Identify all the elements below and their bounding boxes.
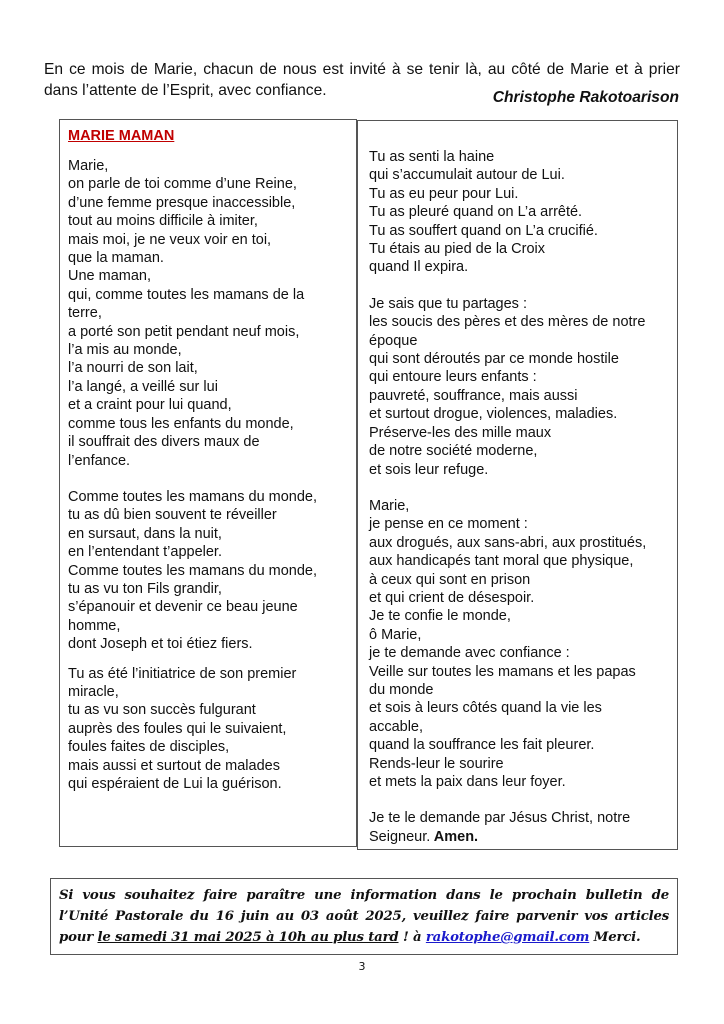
poem-line: aux handicapés tant moral que physique, — [369, 553, 634, 570]
poem-line: Comme toutes les mamans du monde, — [68, 488, 318, 505]
poem-line: qui, comme toutes les mamans de la — [68, 286, 305, 303]
poem-line: du monde — [369, 681, 434, 698]
poem-line: Marie, — [68, 158, 109, 174]
poem-line: terre, — [68, 305, 102, 322]
poem-line: Tu as pleuré quand on L’a arrêté. — [369, 204, 583, 221]
poem-line: que la maman. — [68, 250, 164, 267]
poem-line: auprès des foules qui le suivaient, — [68, 720, 287, 737]
poem-line: Rends-leur le sourire — [369, 755, 504, 772]
poem-right-column — [357, 120, 678, 850]
poem-line: Je te le demande par Jésus Christ, notre — [369, 810, 631, 827]
intro-paragraph: En ce mois de Marie, chacun de nous est invité à se tenir là, au côté de Marie et à prier dans l’attente de l’Esprit, avec confiance. — [44, 60, 680, 99]
poem-line: d’une femme presque inaccessible, — [68, 194, 296, 211]
poem-line: à ceux qui sont en prison — [369, 571, 531, 588]
poem-line: tout au moins difficile à imiter, — [68, 213, 258, 230]
poem-line: miracle, — [68, 683, 119, 700]
poem-line: époque — [369, 332, 418, 349]
poem-line: et sois à leurs côtés quand la vie les — [369, 700, 602, 717]
poem-line: qui entoure leurs enfants : — [369, 369, 537, 386]
poem-line: Veille sur toutes les mamans et les papas — [369, 663, 636, 680]
submission-notice — [50, 878, 678, 955]
stanza — [68, 488, 356, 654]
poem-line: ô Marie, — [369, 626, 422, 643]
poem-line: et surtout drogue, violences, maladies. — [369, 406, 618, 423]
notice-deadline: le samedi 31 mai 2025 à 10h au plus tard — [97, 930, 399, 945]
poem-line: je te demande avec confiance : — [369, 645, 570, 662]
poem-line: homme, — [68, 617, 121, 634]
poem-line: Je te confie le monde, — [369, 608, 511, 625]
stanza — [369, 295, 677, 479]
poem-line: on parle de toi comme d’une Reine, — [68, 176, 297, 193]
poem-line: pauvreté, souffrance, mais aussi — [369, 387, 578, 404]
notice-text: Merci. — [589, 930, 641, 945]
notice-text: ! à — [398, 930, 426, 945]
poem-line: en sursaut, dans la nuit, — [68, 525, 222, 542]
poem-line: Une maman, — [68, 268, 152, 285]
poem-line: Tu as été l’initiatrice de son premier — [68, 665, 297, 682]
poem-line: Tu as eu peur pour Lui. — [369, 185, 519, 202]
poem-line: et sois leur refuge. — [369, 461, 489, 478]
poem-line: quand Il expira. — [369, 259, 469, 276]
poem-line: mais moi, je ne veux voir en toi, — [68, 231, 272, 248]
poem-line: en l’entendant t’appeler. — [68, 544, 222, 561]
author-signature: Christophe Rakotoarison — [492, 89, 679, 106]
poem-line: et mets la paix dans leur foyer. — [369, 774, 566, 790]
poem-line: et a craint pour lui quand, — [68, 397, 232, 414]
poem-line: et qui crient de désespoir. — [369, 589, 535, 606]
poem-line: Tu as souffert quand on L’a crucifié. — [369, 222, 598, 239]
stanza — [68, 157, 356, 470]
poem-line: Comme toutes les mamans du monde, — [68, 562, 318, 579]
poem-line: l’enfance. — [68, 452, 131, 469]
poem-line: dont Joseph et toi étiez fiers. — [68, 636, 253, 653]
poem-line: Seigneur. Amen. — [369, 828, 479, 845]
stanza — [68, 665, 356, 794]
email-link[interactable]: rakotophe@gmail.com — [425, 930, 590, 945]
poem-line: quand la souffrance les fait pleurer. — [369, 737, 595, 754]
poem-line: qui espéraient de Lui la guérison. — [68, 776, 282, 792]
poem-line: il souffrait des divers maux de — [68, 434, 260, 451]
poem-line: tu as dû bien souvent te réveiller — [68, 507, 277, 524]
poem-line: Marie, — [369, 497, 410, 514]
poem-line: les soucis des pères et des mères de notre — [369, 314, 646, 331]
poem-line: foules faites de disciples, — [68, 739, 230, 756]
poem-line: je pense en ce moment : — [369, 516, 528, 533]
poem-line: Tu as senti la haine — [369, 149, 495, 165]
poem-line: l’a nourri de son lait, — [68, 360, 198, 377]
poem-title: MARIE MAMAN — [68, 128, 175, 144]
poem-line: mais aussi et surtout de malades — [68, 757, 280, 774]
poem-line: tu as vu son succès fulgurant — [68, 702, 256, 719]
poem-line: tu as vu ton Fils grandir, — [68, 580, 222, 597]
poem-line: qui sont déroutés par ce monde hostile — [369, 351, 619, 368]
poem-line: l’a mis au monde, — [68, 342, 182, 359]
page-number: 3 — [358, 960, 366, 973]
poem-line: l’a langé, a veillé sur lui — [68, 378, 218, 395]
poem-line: a porté son petit pendant neuf mois, — [68, 323, 300, 340]
stanza — [369, 497, 677, 792]
stanza-closing — [369, 809, 677, 846]
poem-left-column — [59, 119, 357, 847]
poem-line: aux drogués, aux sans-abri, aux prostitués, — [369, 534, 647, 551]
poem-line: Tu étais au pied de la Croix — [369, 241, 545, 258]
poem-line: Je sais que tu partages : — [369, 295, 527, 312]
poem-line: Préserve-les des mille maux — [369, 424, 552, 441]
poem-line: s’épanouir et devenir ce beau jeune — [68, 599, 298, 616]
poem-line: comme tous les enfants du monde, — [68, 415, 294, 432]
notice-text: Si vous souhaitez faire paraître une information dans le prochain bulletin de l’Unité Pastorale du 16 juin au 03 août 2025, veuillez faire parvenir vos articles pour — [59, 888, 669, 945]
amen-text: Amen. — [430, 828, 479, 845]
poem-line: de notre société moderne, — [369, 443, 538, 460]
poem-line: qui s’accumulait autour de Lui. — [369, 167, 565, 184]
stanza — [369, 148, 677, 277]
poem-line: accable, — [369, 718, 424, 735]
